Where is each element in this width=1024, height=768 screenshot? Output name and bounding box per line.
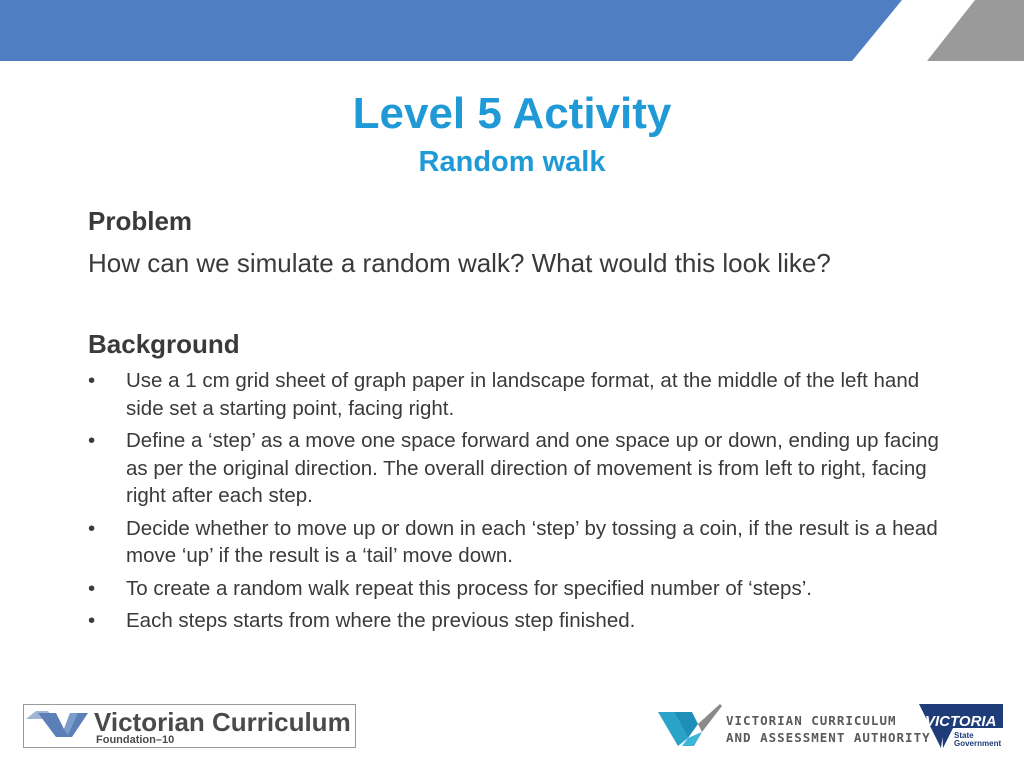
vic-logo-word: VICTORIA: [925, 713, 997, 730]
bullet-text: Define a ‘step’ as a move one space forward and one space up or down, ending up facing as per the original direction. The overall direction of movement is from left to right, facing right after each step.: [126, 429, 939, 507]
bullet-dot: •: [88, 369, 96, 392]
background-bullet-list: [88, 367, 948, 640]
bullet-dot: •: [88, 516, 96, 540]
bullet-item: [88, 515, 948, 570]
bullet-dot: •: [88, 429, 96, 452]
bullet-text: To create a random walk repeat this process for specified number of ‘steps’.: [126, 576, 812, 600]
problem-heading: Problem: [88, 206, 193, 236]
slide-title: Level 5 Activity: [352, 89, 672, 138]
vcaa-v-icon: [658, 702, 724, 748]
victorian-curriculum-logo: [23, 704, 356, 748]
victoria-government-logo: [917, 700, 1007, 750]
vc-logo-name: Victorian Curriculum: [94, 707, 351, 737]
vc-chevron-icon: [26, 709, 90, 743]
vic-logo-state: State: [954, 731, 974, 740]
top-banner: [0, 0, 1024, 61]
vc-logo-sub: Foundation–10: [96, 734, 175, 746]
bullet-item: [88, 607, 948, 635]
bullet-text: Decide whether to move up or down in each ‘step’ by tossing a coin, if the result is a head move ‘up’ if the result is a ‘tail’ move down.: [126, 516, 938, 567]
title-block: [0, 88, 1024, 180]
problem-text: How can we simulate a random walk? What would this look like?: [88, 248, 831, 278]
bullet-text: Each steps starts from where the previous step finished.: [126, 609, 636, 632]
bullet-dot: •: [88, 609, 96, 632]
bullet-item: [88, 427, 948, 510]
slide-subtitle: Random walk: [418, 146, 606, 178]
background-heading: Background: [88, 329, 240, 359]
vcaa-logo: [658, 702, 931, 748]
vic-logo-government: Government: [954, 739, 1002, 748]
bullet-item: [88, 367, 948, 422]
bullet-text: Use a 1 cm grid sheet of graph paper in landscape format, at the middle of the left hand side set a starting point, facing right.: [126, 369, 920, 420]
vcaa-logo-line1: VICTORIAN CURRICULUM: [726, 713, 897, 728]
bullet-item: [88, 575, 948, 603]
bullet-dot: •: [88, 576, 96, 600]
vcaa-logo-line2: AND ASSESSMENT AUTHORITY: [726, 730, 931, 745]
